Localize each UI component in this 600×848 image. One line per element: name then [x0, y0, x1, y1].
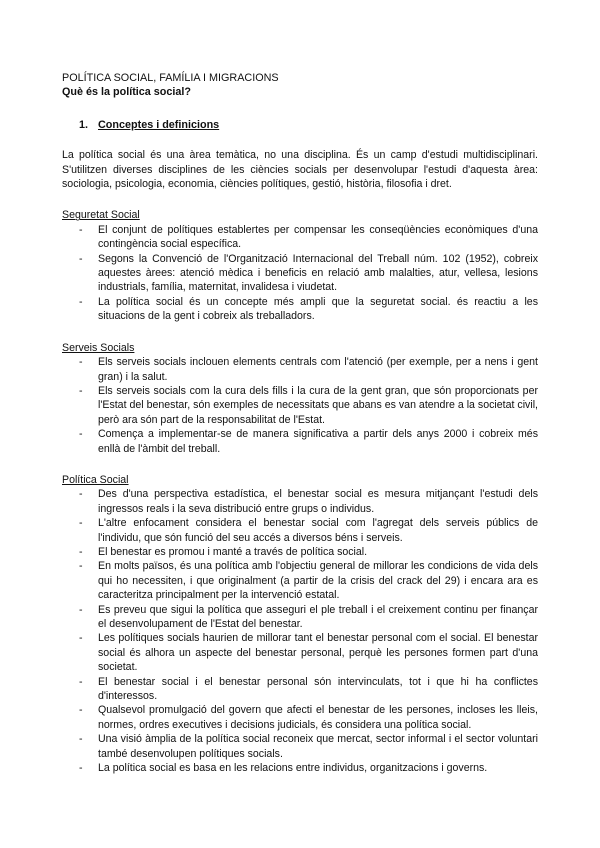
bullet-list	[62, 355, 538, 456]
subsection	[62, 208, 538, 323]
subsection	[62, 341, 538, 456]
bullet-dash: -	[79, 545, 83, 558]
list-item-text: Qualsevol promulgació del govern que afecti el benestar de les persones, incloses les lleis, normes, ordres executives i decisions judicials, és considera una política social.	[98, 704, 538, 731]
subsection-heading: Serveis Socials	[62, 341, 135, 354]
bullet-dash: -	[79, 223, 83, 236]
list-item-text: En molts països, és una política amb l'objectiu general de millorar les condicions de vida dels qui ho necessiten, i que originalment (a partir de la crisis del crack del 29) i encara ara es caracteritza principalment per la intervenció estatal.	[98, 560, 538, 602]
list-item-text: Es preveu que sigui la política que asseguri el ple treball i el creixement continu per finançar el desenvolupament de l'Estat del benestar.	[98, 603, 538, 630]
list-item	[62, 355, 538, 384]
bullet-list	[62, 487, 538, 775]
list-item	[62, 516, 538, 545]
bullet-dash: -	[79, 733, 83, 746]
list-item-text: El benestar social i el benestar personal són intervinculats, tot i que hi ha conflictes d'interessos.	[98, 675, 538, 703]
subsection-heading: Política Social	[62, 473, 129, 486]
bullet-dash: -	[79, 560, 83, 573]
list-item-text: La política social és un concepte més ampli que la seguretat social. és reactiu a les situacions de la gent i cobreix als treballadors.	[98, 295, 538, 323]
list-item-text: El conjunt de polítiques establertes per compensar les conseqüències econòmiques d'una contingència social específica.	[98, 223, 538, 251]
section-number: 1.	[79, 118, 89, 131]
list-item	[62, 675, 538, 704]
document-page	[62, 71, 538, 775]
list-item	[62, 487, 538, 516]
bullet-dash: -	[79, 704, 83, 717]
list-item	[62, 761, 538, 775]
list-item	[62, 384, 538, 427]
bullet-dash: -	[79, 762, 83, 775]
bullet-dash: -	[79, 295, 83, 308]
list-item-text: La política social es basa en les relacions entre individus, organitzacions i governs.	[98, 762, 488, 775]
course-title: POLÍTICA SOCIAL, FAMÍLIA I MIGRACIONS	[62, 72, 279, 84]
bullet-dash: -	[79, 384, 83, 397]
list-item	[62, 631, 538, 674]
bullet-dash: -	[79, 675, 83, 688]
bullet-list	[62, 223, 538, 324]
list-item	[62, 545, 538, 559]
list-item-text: Des d'una perspectiva estadística, el benestar social es mesura mitjançant l'estudi dels ingressos reals i la seva distribució entre grups o individus.	[98, 488, 538, 515]
bullet-dash: -	[79, 252, 83, 265]
list-item	[62, 603, 538, 632]
list-item-text: El benestar es promou i manté a través de política social.	[98, 545, 368, 558]
subsection-heading: Seguretat Social	[62, 209, 140, 222]
bullet-dash: -	[79, 517, 83, 530]
list-item-text: Els serveis socials com la cura dels fills i la cura de la gent gran, que són proporcionats per l'Estat del benestar, són exemples de necessitats que abans es van atendre a la societat civil, però ara són part de la responsabilitat de l'Estat.	[98, 384, 538, 426]
section-title: Conceptes i definicions	[98, 118, 220, 131]
list-item	[62, 703, 538, 732]
list-item	[62, 559, 538, 602]
subsection	[62, 473, 538, 776]
bullet-dash: -	[79, 488, 83, 501]
list-item-text: Una visió àmplia de la política social reconeix que mercat, sector informal i el sector voluntari també desenvolupen polítiques socials.	[98, 733, 538, 760]
list-item	[62, 252, 538, 295]
list-item-text: Comença a implementar-se de manera significativa a partir dels anys 2000 i cobreix més enllà de l'àmbit del treball.	[98, 428, 538, 455]
list-item-text: L'altre enfocament considera el benestar social com l'agregat dels serveis públics de l'individu, que són funció del seu accés a diversos béns i serveis.	[98, 517, 538, 544]
bullet-dash: -	[79, 632, 83, 645]
bullet-dash: -	[79, 428, 83, 441]
section-heading	[79, 118, 538, 132]
list-item-text: Segons la Convenció de l'Organització Internacional del Treball núm. 102 (1952), cobreix aquestes àrees: atenció mèdica i beneficis en relació amb malalties, atur, vellesa, lesions industrials, família, maternitat, invalidesa i viudetat.	[98, 252, 538, 294]
list-item	[62, 427, 538, 456]
list-item	[62, 295, 538, 324]
list-item-text: Els serveis socials inclouen elements centrals com l'atenció (per exemple, per a nens i gent gran) i la salut.	[98, 356, 538, 383]
list-item	[62, 223, 538, 252]
intro-paragraph: La política social és una àrea temàtica, no una disciplina. És un camp d'estudi multidisciplinari. S'utilitzen diverses disciplines de les ciències socials per desenvolupar l'estudi d'aquesta àrea: sociologia, psicologia, economia, ciències polítiques, gestió, història, filosofia i dret.	[62, 149, 538, 191]
list-item	[62, 732, 538, 761]
bullet-dash: -	[79, 356, 83, 369]
subsections-container	[62, 208, 538, 775]
document-subtitle: Què és la política social?	[62, 86, 192, 99]
bullet-dash: -	[79, 603, 83, 616]
list-item-text: Les polítiques socials haurien de millorar tant el benestar personal com el social. El benestar social és alhora un aspecte del benestar personal, perquè les persones formen part d'una societat.	[98, 632, 538, 674]
